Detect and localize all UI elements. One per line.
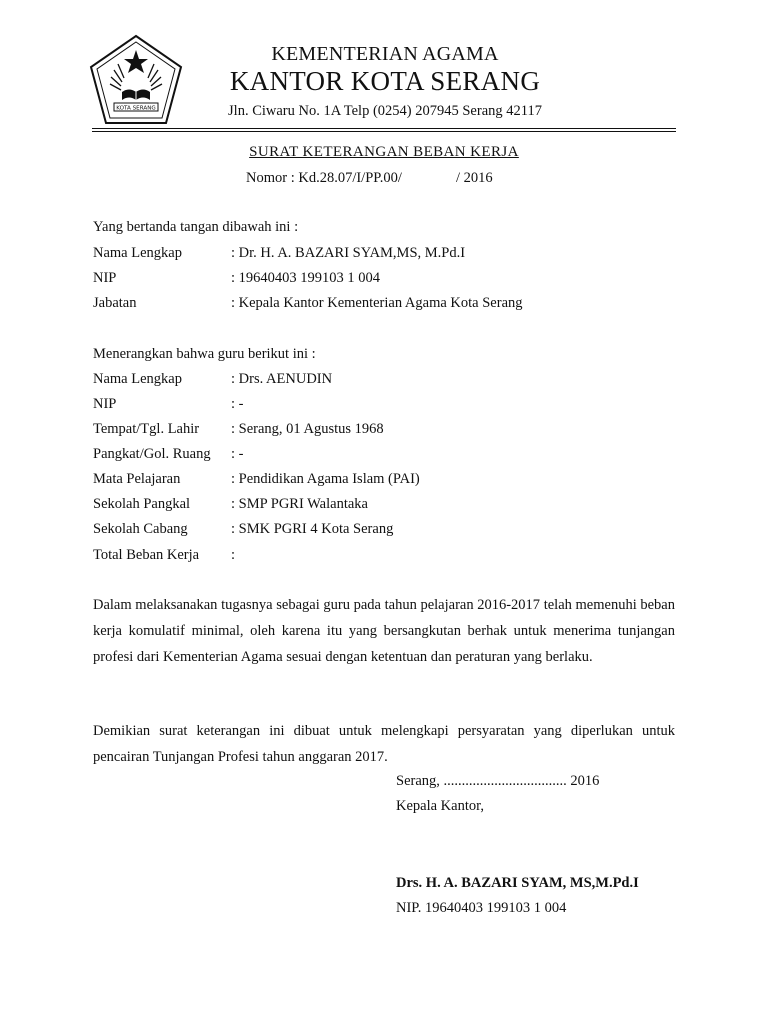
teacher-workload-value: :	[231, 547, 236, 563]
closing-paragraph: Demikian surat keterangan ini dibuat untuk melengkapi persyaratan yang diperlukan untuk pencairan Tunjangan Profesi tahun anggaran 2017.	[93, 723, 675, 765]
signer-name-value: : Dr. H. A. BAZARI SYAM,MS, M.Pd.I	[231, 245, 466, 261]
teacher-subject-label: Mata Pelajaran	[93, 471, 181, 487]
teacher-birth-value: : Serang, 01 Agustus 1968	[231, 421, 384, 437]
signer-nip-label: NIP	[93, 270, 117, 286]
teacher-name-value: : Drs. AENUDIN	[231, 371, 333, 387]
teacher-rank-value: : -	[231, 446, 244, 462]
signer-intro: Yang bertanda tangan dibawah ini :	[93, 219, 299, 235]
signer-name-label: Nama Lengkap	[93, 245, 182, 261]
teacher-rank-label: Pangkat/Gol. Ruang	[93, 446, 211, 462]
letter-title: SURAT KETERANGAN BEBAN KERJA	[249, 144, 519, 160]
ministry-name: KEMENTERIAN AGAMA	[271, 43, 499, 65]
teacher-subject-value: : Pendidikan Agama Islam (PAI)	[231, 471, 420, 487]
letterhead-rule-thin	[92, 131, 676, 132]
signer-position-value: : Kepala Kantor Kementerian Agama Kota Serang	[231, 295, 523, 311]
teacher-home-school-label: Sekolah Pangkal	[93, 496, 191, 512]
signature-place-date: Serang, .................................. 2016	[396, 773, 600, 789]
emblem-ribbon-text: KOTA SERANG	[116, 105, 156, 112]
statement-paragraph: Dalam melaksanakan tugasnya sebagai guru pada tahun pelajaran 2016-2017 telah memenuhi beban kerja komulatif minimal, oleh karena itu yang bersangkutan berhak untuk menerima tunjangan profesi dari Kementerian Agama sesuai dengan ketentuan dan peraturan yang berlaku.	[93, 597, 675, 665]
office-name: KANTOR KOTA SERANG	[229, 66, 541, 96]
signer-nip-value: : 19640403 199103 1 004	[231, 270, 381, 286]
teacher-birth-label: Tempat/Tgl. Lahir	[93, 421, 200, 437]
teacher-branch-school-value: : SMK PGRI 4 Kota Serang	[231, 521, 394, 537]
teacher-intro: Menerangkan bahwa guru berikut ini :	[93, 346, 316, 362]
letterhead-rule	[92, 128, 676, 129]
signatory-name: Drs. H. A. BAZARI SYAM, MS,M.Pd.I	[396, 875, 639, 891]
signature-position: Kepala Kantor,	[396, 798, 484, 814]
teacher-nip-value: : -	[231, 396, 244, 412]
teacher-branch-school-label: Sekolah Cabang	[93, 521, 188, 537]
teacher-name-label: Nama Lengkap	[93, 371, 182, 387]
teacher-nip-label: NIP	[93, 396, 117, 412]
teacher-workload-label: Total Beban Kerja	[93, 547, 200, 563]
teacher-home-school-value: : SMP PGRI Walantaka	[231, 496, 368, 512]
signatory-nip: NIP. 19640403 199103 1 004	[396, 900, 567, 916]
signer-position-label: Jabatan	[93, 295, 137, 311]
letter-number: Nomor : Kd.28.07/I/PP.00/	[246, 170, 402, 186]
letter-number-year: / 2016	[456, 170, 493, 186]
ministry-emblem-icon	[88, 34, 184, 126]
office-address: Jln. Ciwaru No. 1A Telp (0254) 207945 Serang 42117	[228, 103, 542, 119]
